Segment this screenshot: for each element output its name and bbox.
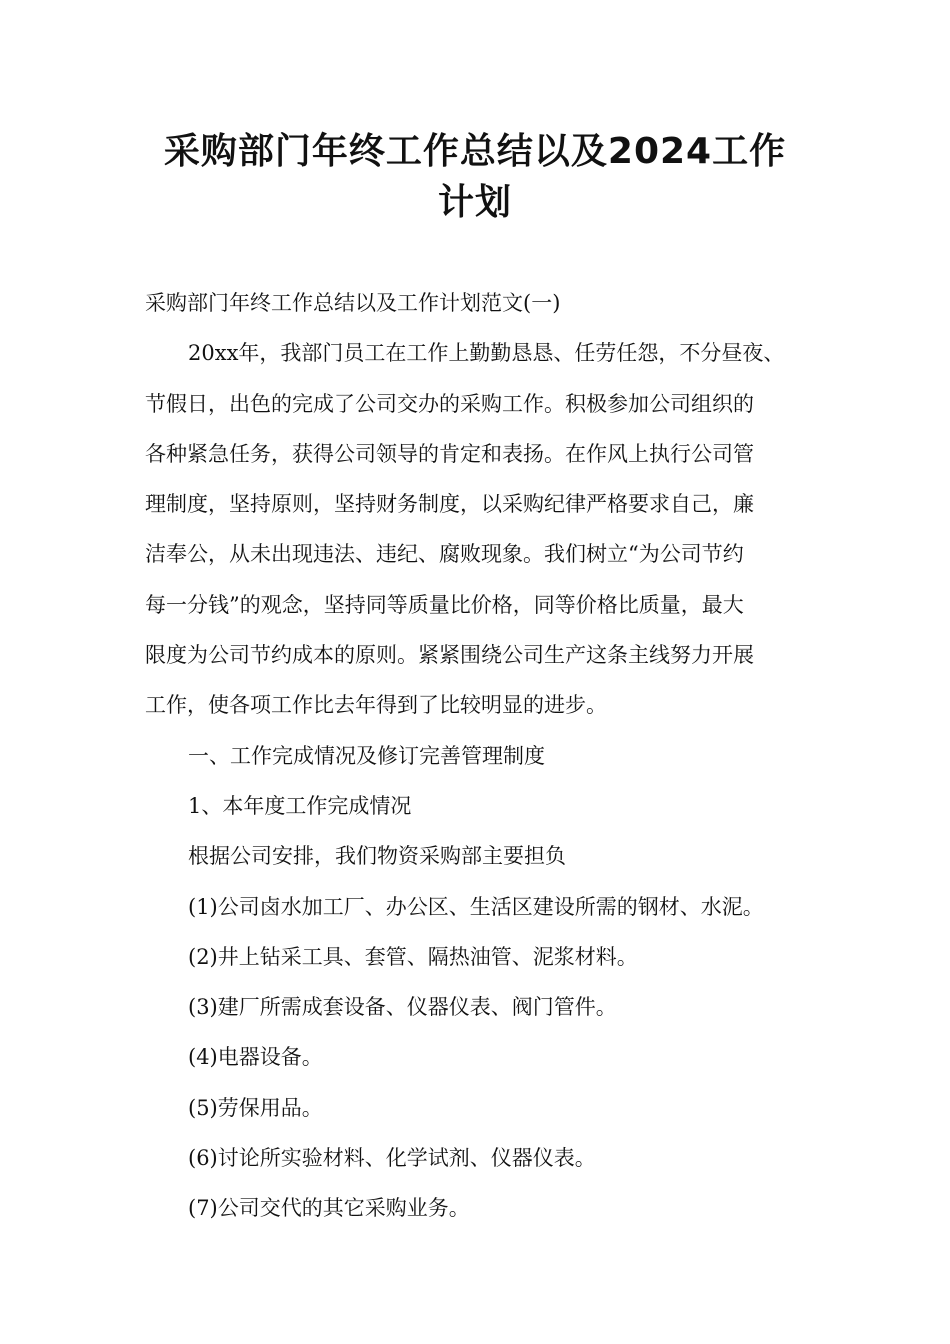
text-line: 1、本年度工作完成情况 (188, 793, 412, 818)
text-line: 节假日，出色的完成了公司交办的采购工作。积极参加公司组织的 (145, 391, 754, 416)
text-line: 采购部门年终工作总结以及工作计划范文(一) (145, 291, 561, 315)
text-line: (3)建厂所需成套设备、仪器仪表、阀门管件。 (188, 995, 617, 1020)
text-line: 限度为公司节约成本的原则。紧紧围绕公司生产这条主线努力开展 (145, 643, 754, 668)
text-line: 20xx年，我部门员工在工作上勤勤恳恳、任劳任怨，不分昼夜、 (188, 341, 785, 366)
text-line: 根据公司安排，我们物资采购部主要担负 (188, 844, 566, 869)
text-line: (7)公司交代的其它采购业务。 (188, 1196, 470, 1221)
text-line: 理制度，坚持原则，坚持财务制度，以采购纪律严格要求自己，廉 (145, 492, 754, 517)
text-line: 各种紧急任务，获得公司领导的肯定和表扬。在作风上执行公司管 (145, 441, 754, 466)
text-line: (5)劳保用品。 (188, 1095, 323, 1120)
text-line: (4)电器设备。 (188, 1045, 323, 1070)
text-line: 工作，使各项工作比去年得到了比较明显的进步。 (145, 693, 607, 718)
text-line: (1)公司卤水加工厂、办公区、生活区建设所需的钢材、水泥。 (188, 894, 764, 919)
text-line: (6)讨论所实验材料、化学试剂、仪器仪表。 (188, 1146, 596, 1171)
text-line: (2)井上钻采工具、套管、隔热油管、泥浆材料。 (188, 944, 638, 969)
document-body (145, 278, 835, 1234)
text-line: 洁奉公，从未出现违法、违纪、腐败现象。我们树立“为公司节约 (145, 542, 744, 567)
document-title-line-1: 采购部门年终工作总结以及2024工作 (163, 131, 787, 172)
text-line: 一、工作完成情况及修订完善管理制度 (188, 743, 545, 768)
text-line: 每一分钱”的观念，坚持同等质量比价格，同等价格比质量，最大 (145, 592, 744, 617)
document-title-line-2: 计划 (437, 182, 512, 223)
